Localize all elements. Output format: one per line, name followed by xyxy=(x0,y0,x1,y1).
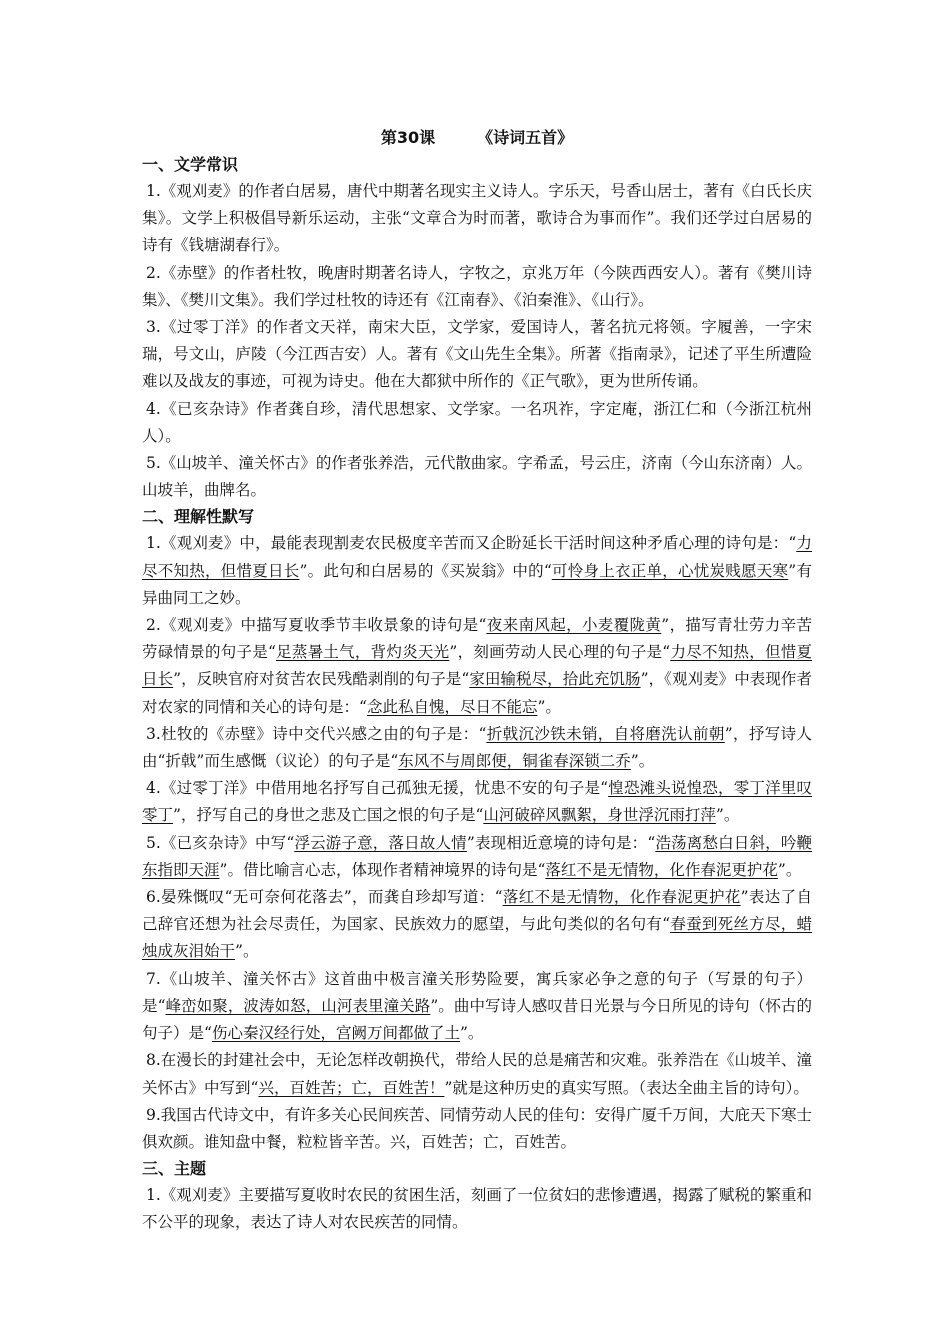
answer: 力尽不知热，但惜夏日长 xyxy=(142,534,812,580)
page-title xyxy=(142,123,812,152)
section-heading-dictation: 二、理解性默写 xyxy=(142,507,255,527)
answer: 山河破碎风飘絮，身世浮沉雨打萍 xyxy=(483,806,716,825)
literature-item: 5.《山坡羊、潼关怀古》的作者张养浩，元代散曲家。字希孟，号云庄，济南（今山东济南）人。山坡羊，曲牌名。 xyxy=(142,454,812,500)
answer: 落红不是无情物，化作春泥更护花 xyxy=(502,888,741,907)
answer: 足蒸暑土气，背灼炎天光 xyxy=(275,643,450,662)
lesson-name: 《诗词五首》 xyxy=(477,128,574,147)
dictation-item: 9.我国古代诗文中，有许多关心民间疾苦、同情劳动人民的佳句：安得广厦千万间，大庇天下寒士俱欢颜。谁知盘中餐，粒粒皆辛苦。兴，百姓苦；亡，百姓苦。 xyxy=(142,1105,812,1151)
dictation-item: 8.在漫长的封建社会中，无论怎样改朝换代，带给人民的总是痛苦和灾难。张养浩在《山坡羊、潼关怀古》中写到“兴，百姓苦；亡，百姓苦！”就是这种历史的真实写照。（表达全曲主旨的诗句）。 xyxy=(142,1051,812,1097)
answer: 折戟沉沙铁未销，自将磨洗认前朝 xyxy=(486,724,725,743)
answer: 力尽不知热，但惜夏日长 xyxy=(142,643,812,689)
answer: 念此私自愧，尽日不能忘 xyxy=(366,697,538,716)
answer: 东风不与周郎便，铜雀春深锁二乔 xyxy=(398,752,631,771)
section-heading-literature: 一、文学常识 xyxy=(142,155,239,174)
answer: 兴，百姓苦；亡，百姓苦！ xyxy=(258,1078,445,1097)
answer: 伤心秦汉经行处，宫阙万间都做了土 xyxy=(211,1024,460,1043)
answer: 浩荡离愁白日斜，吟鞭东指即天涯 xyxy=(142,833,812,879)
literature-item: 3.《过零丁洋》的作者文天祥，南宋大臣，文学家，爱国诗人，著名抗元将领。字履善，一字宋瑞，号文山，庐陵（今江西吉安）人。著有《文山先生全集》。所著《指南录》，记述了平生所遭险难以及战友的事迹，可视为诗史。他在大都狱中所作的《正气歌》，更为世所传诵。 xyxy=(142,318,812,391)
theme-item: 1.《观刈麦》主要描写夏收时农民的贫困生活，刻画了一位贫妇的悲惨遭遇，揭露了赋税的繁重和不公平的现象，表达了诗人对农民疾苦的同情。 xyxy=(142,1186,812,1232)
dictation-item: 6.晏殊慨叹“无可奈何花落去”，而龚自珍却写道：“落红不是无情物，化作春泥更护花”表达了自己辞官还想为社会尽责任，为国家、民族效力的愿望，与此句类似的名句有“春蚕到死丝方尽，蜡烛成灰泪始干”。 xyxy=(142,888,812,961)
dictation-item: 1.《观刈麦》中，最能表现割麦农民极度辛苦而又企盼延长干活时间这种矛盾心理的诗句是：“力尽不知热，但惜夏日长”。此句和白居易的《买炭翁》中的“可怜身上衣正单，心忧炭贱愿天寒”有异曲同工之妙。 xyxy=(142,534,812,607)
answer: 浮云游子意，落日故人情 xyxy=(294,833,467,852)
dictation-item: 7.《山坡羊、潼关怀古》这首曲中极言潼关形势险要，寓兵家必争之意的句子（写景的句子）是“峰峦如聚，波涛如怒，山河表里潼关路”。曲中写诗人感叹昔日光景与今日所见的诗句（怀古的句子）是“伤心秦汉经行处，宫阙万间都做了土”。 xyxy=(142,969,812,1043)
answer: 家田输税尽，拾此充饥肠 xyxy=(469,670,641,689)
answer: 夜来南风起，小麦覆陇黄 xyxy=(486,616,662,635)
lesson-number: 第30课 xyxy=(380,128,436,147)
literature-item: 1.《观刈麦》的作者白居易，唐代中期著名现实主义诗人。字乐天，号香山居士，著有《白氏长庆集》。文学上积极倡导新乐运动，主张“文章合为时而著，歌诗合为事而作”。我们还学过白居易的诗有《钱塘湖春行》。 xyxy=(142,182,812,255)
dictation-item: 3.杜牧的《赤壁》诗中交代兴感之由的句子是：“折戟沉沙铁未销，自将磨洗认前朝”，抒写诗人由“折戟”而生感慨（议论）的句子是“东风不与周郎便，铜雀春深锁二乔”。 xyxy=(142,724,812,771)
dictation-item: 4.《过零丁洋》中借用地名抒写自己孤独无援，忧患不安的句子是“惶恐滩头说惶恐，零丁洋里叹零丁”，抒写自己的身世之悲及亡国之恨的句子是“山河破碎风飘絮，身世浮沉雨打萍”。 xyxy=(142,779,812,825)
answer: 峰峦如聚，波涛如怒，山河表里潼关路 xyxy=(165,996,431,1015)
dictation-item: 5.《已亥杂诗》中写“浮云游子意，落日故人情”表现相近意境的诗句是：“浩荡离愁白日斜，吟鞭东指即天涯”。借比喻言心志，体现作者精神境界的诗句是“落红不是无情物，化作春泥更护花”。 xyxy=(142,833,812,879)
answer: 惶恐滩头说惶恐，零丁洋里叹零丁 xyxy=(142,779,812,825)
document-page xyxy=(142,123,812,1237)
answer: 可怜身上衣正单，心忧炭贱愿天寒 xyxy=(551,561,789,580)
section-heading-theme: 三、主题 xyxy=(142,1159,207,1179)
literature-item: 2.《赤壁》的作者杜牧，晚唐时期著名诗人，字牧之，京兆万年（今陕西西安人）。著有《樊川诗集》、《樊川文集》。我们学过杜牧的诗还有《江南春》、《泊秦淮》、《山行》。 xyxy=(142,263,812,309)
dictation-item: 2.《观刈麦》中描写夏收季节丰收景象的诗句是“夜来南风起，小麦覆陇黄”，描写青壮劳力辛苦劳碌情景的句子是“足蒸暑土气，背灼炎天光”，刻画劳动人民心理的句子是“力尽不知热，但惜夏日长”，反映官府对贫苦农民残酷剥削的句子是“家田输税尽，拾此充饥肠”，《观刈麦》中表现作者对农家的同情和关心的诗句是：“念此私自愧，尽日不能忘”。 xyxy=(142,616,812,716)
answer: 落红不是无情物，化作春泥更护花 xyxy=(545,860,778,879)
answer: 春蚕到死丝方尽，蜡烛成灰泪始干 xyxy=(142,915,812,961)
literature-item: 4.《已亥杂诗》作者龚自珍，清代思想家、文学家。一名巩祚，字定庵，浙江仁和（今浙江杭州人）。 xyxy=(142,399,812,445)
